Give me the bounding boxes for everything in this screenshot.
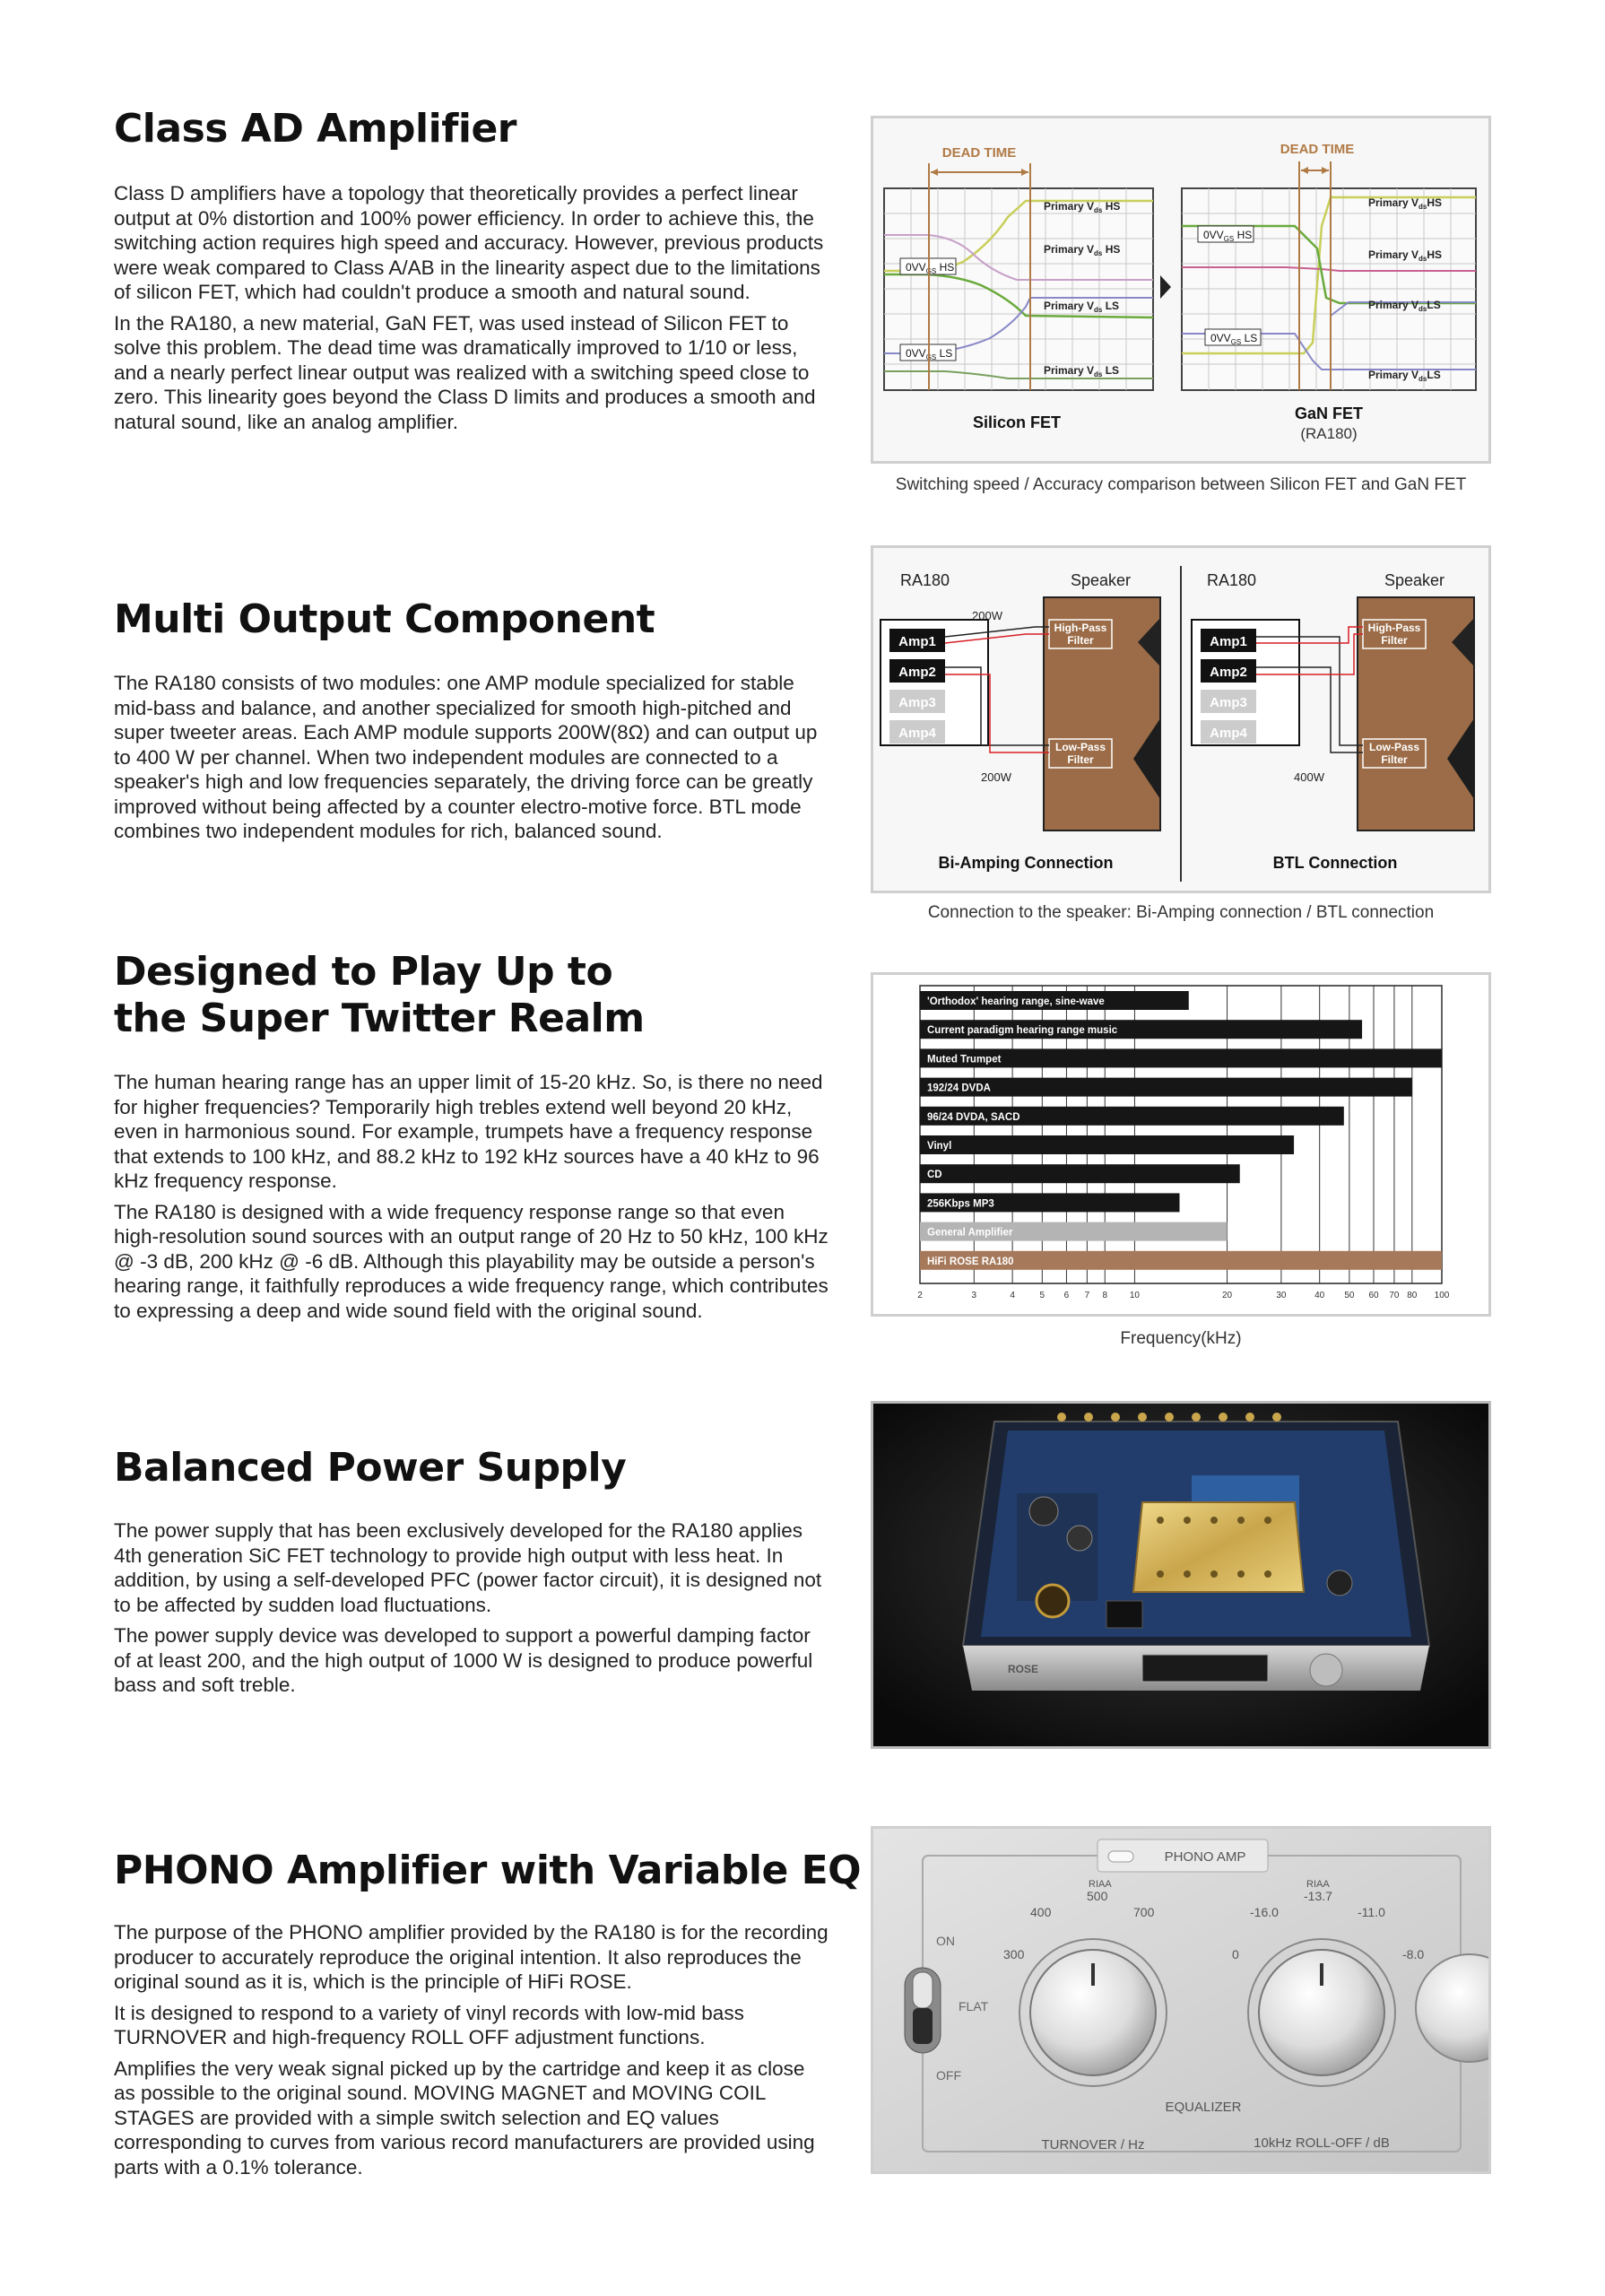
x-tick-label: 30 bbox=[1276, 1291, 1287, 1300]
equalizer-label: EQUALIZER bbox=[1165, 2100, 1242, 2115]
section-title-class-ad bbox=[114, 106, 516, 152]
paragraph: In the RA180, a new material, GaN FET, was used instead of Silicon FET to solve this problem. The dead time was dramatically improved to 1/10 or less, and a nearly perfect linear output was realized with a switching speed close to zero. This linearity goes beyond the Class D limits and produces a smooth and natural sound, like an analog amplifier. bbox=[114, 311, 816, 433]
chart-xlabel: Frequency(kHz) bbox=[1120, 1329, 1242, 1348]
lpf-label: Low-Pass bbox=[1368, 741, 1420, 753]
bar bbox=[920, 1078, 1412, 1097]
bar-label: 96/24 DVDA, SACD bbox=[927, 1111, 1020, 1123]
gan-fet-sublabel: (RA180) bbox=[1300, 425, 1358, 442]
switch-off-label: OFF bbox=[936, 2068, 961, 2083]
x-tick-label: 10 bbox=[1129, 1291, 1141, 1300]
x-tick-label: 2 bbox=[917, 1291, 923, 1300]
title-line: Designed to Play Up to bbox=[114, 949, 613, 995]
section-body-multi-output bbox=[114, 671, 831, 850]
phono-amp-title: PHONO AMP bbox=[1164, 1849, 1246, 1865]
riaa-label: RIAA bbox=[1089, 1879, 1112, 1890]
turnover-label: TURNOVER / Hz bbox=[1041, 2137, 1145, 2152]
bar-label: 'Orthodox' hearing range, sine-wave bbox=[927, 996, 1105, 1007]
figure-caption-fet: Switching speed / Accuracy comparison between Silicon FET and GaN FET bbox=[895, 475, 1467, 494]
dead-time-label: DEAD TIME bbox=[1280, 142, 1355, 157]
rolloff-knob[interactable] bbox=[1248, 1939, 1395, 2086]
section-title-phono bbox=[114, 1848, 861, 1894]
rolloff-16: -16.0 bbox=[1250, 1905, 1279, 1919]
x-tick-label: 5 bbox=[1039, 1291, 1045, 1300]
paragraph: The power supply device was developed to support a powerful damping factor of at least 200, and the high output of 1000 W is designed to produce powerful bass and soft treble. bbox=[114, 1624, 813, 1696]
title-line: PHONO Amplifier with Variable EQ bbox=[114, 1848, 862, 1893]
figure-frequency-chart bbox=[871, 972, 1491, 1317]
svg-text:0VVGS HS: $0VV_{GS}$ HS bbox=[906, 261, 955, 275]
svg-text:Primary VdsLS: Primary $V_{ds}LS$ bbox=[1368, 369, 1441, 383]
switch-flat-label: FLAT bbox=[959, 1999, 989, 2013]
paragraph: Amplifies the very weak signal picked up by the cartridge and keep it as close as possible to the original sound. MOVING MAGNET and MOVING COIL STAGES are provided with a simple switch selection and EQ values corresponding to curves from various record manufacturers are provided using parts with a 0.1% tolerance. bbox=[114, 2057, 815, 2179]
btl-title: BTL Connection bbox=[1272, 854, 1398, 872]
x-tick-label: 50 bbox=[1344, 1291, 1355, 1300]
gan-fet-label: GaN FET bbox=[1294, 404, 1364, 422]
svg-text:Primary VdsHS: Primary $V_{ds}HS$ bbox=[1368, 196, 1443, 211]
section-title-power-supply bbox=[114, 1445, 626, 1492]
x-tick-label: 3 bbox=[971, 1291, 977, 1300]
svg-text:Primary VdsHS: Primary $V_{ds}HS$ bbox=[1368, 248, 1443, 263]
bi-amping-diagram bbox=[881, 571, 1160, 872]
turnover-500: 500 bbox=[1087, 1889, 1108, 1903]
figure-speaker-connection bbox=[871, 545, 1491, 893]
section-body-phono bbox=[114, 1920, 831, 2186]
svg-text:Primary Vds HS: Primary $V_{ds}$ HS bbox=[1044, 200, 1121, 214]
x-tick-label: 80 bbox=[1407, 1291, 1418, 1300]
power-label: 200W bbox=[981, 770, 1011, 784]
x-tick-label: 20 bbox=[1221, 1291, 1233, 1300]
section-body-power-supply bbox=[114, 1518, 831, 1704]
bar bbox=[920, 1164, 1240, 1183]
figure-caption-connection: Connection to the speaker: Bi-Amping connection / BTL connection bbox=[927, 903, 1435, 922]
hpf-label: Filter bbox=[1067, 634, 1094, 647]
turnover-300: 300 bbox=[1003, 1947, 1025, 1961]
x-tick-label: 4 bbox=[1010, 1291, 1015, 1300]
amp3-label: Amp3 bbox=[1210, 695, 1247, 710]
dead-time-label: DEAD TIME bbox=[941, 145, 1017, 161]
paragraph: The power supply that has been exclusively developed for the RA180 applies 4th generation SiC FET technology to provide high output with less heat. In addition, by using a self-developed PFC (power factor circuit), it is designed not to be affected by sudden load fluctuations. bbox=[114, 1519, 822, 1616]
x-tick-label: 70 bbox=[1389, 1291, 1400, 1300]
svg-text:Primary Vds LS: Primary $V_{ds}$ LS bbox=[1044, 364, 1120, 378]
speaker-label: Speaker bbox=[1384, 571, 1445, 589]
bar-label: CD bbox=[927, 1170, 942, 1181]
svg-text:0VVGS LS: $0VV_{GS}$ LS bbox=[1210, 332, 1258, 346]
x-tick-label: 60 bbox=[1368, 1291, 1379, 1300]
ra180-label: RA180 bbox=[900, 571, 950, 589]
rolloff-11: -11.0 bbox=[1358, 1905, 1385, 1919]
svg-text:Primary Vds HS: Primary $V_{ds}$ HS bbox=[1044, 243, 1121, 257]
fet-waveform-diagram bbox=[873, 118, 1488, 461]
power-label: 200W bbox=[972, 609, 1002, 622]
bar-label: 192/24 DVDA bbox=[927, 1083, 991, 1094]
lpf-label: Filter bbox=[1067, 753, 1094, 766]
turnover-400: 400 bbox=[1030, 1905, 1052, 1919]
paragraph: The purpose of the PHONO amplifier provided by the RA180 is for the recording producer to accurately reproduce the original intention. It also reproduces the original sound as it is, which is the principle of HiFi ROSE. bbox=[114, 1921, 829, 1993]
title-line: Balanced Power Supply bbox=[114, 1445, 627, 1491]
figure-fet-comparison bbox=[871, 116, 1491, 464]
paragraph: The human hearing range has an upper limit of 15-20 kHz. So, is there no need for higher frequencies? Temporarily high trebles extend well beyond 20 kHz, even in harmonious sound. For example, trumpets have a frequency response that extends to 100 kHz, and 88.2 kHz to 192 kHz sources have a 40 kHz to 96 kHz frequency response. bbox=[114, 1071, 823, 1192]
hpf-label: High-Pass bbox=[1367, 622, 1421, 634]
bar-label: General Amplifier bbox=[927, 1227, 1013, 1239]
title-line: the Super Twitter Realm bbox=[114, 996, 645, 1041]
amp2-label: Amp2 bbox=[898, 665, 936, 680]
bi-amping-title: Bi-Amping Connection bbox=[938, 854, 1114, 872]
frequency-range-chart bbox=[873, 975, 1488, 1314]
paragraph: The RA180 is designed with a wide frequency response range so that even high-resolution sound sources with an output range of 20 Hz to 50 kHz, 100 kHz @ -3 dB, 200 kHz @ -6 dB. Although this playability may be outside a person's hearing range, it faithfully reproduces a wide frequency range, which contributes to expressing a deep and wide sound field with the original sound. bbox=[114, 1200, 829, 1322]
rolloff-0: 0 bbox=[1232, 1947, 1239, 1961]
switch-on-label: ON bbox=[936, 1934, 955, 1948]
svg-text:Primary VdsLS: Primary $V_{ds}LS$ bbox=[1368, 299, 1441, 313]
section-title-super-twitter bbox=[114, 949, 645, 1042]
rolloff-137: -13.7 bbox=[1304, 1889, 1332, 1903]
silicon-fet-scope bbox=[884, 145, 1153, 390]
x-tick-label: 40 bbox=[1314, 1291, 1325, 1300]
figure-phono-panel bbox=[871, 1826, 1491, 2174]
amp1-label: Amp1 bbox=[898, 634, 936, 649]
btl-diagram bbox=[1192, 571, 1474, 872]
bar bbox=[920, 1135, 1294, 1154]
arrow-right-icon bbox=[1160, 275, 1171, 299]
phono-amp-panel bbox=[873, 1829, 1488, 2171]
rolloff-label: 10kHz ROLL-OFF / dB bbox=[1254, 2135, 1390, 2151]
mm-mc-switch[interactable] bbox=[905, 1968, 941, 2053]
bar-label: 256Kbps MP3 bbox=[927, 1198, 994, 1210]
paragraph: The RA180 consists of two modules: one AMP module specialized for stable mid-bass and balance, and another specialized for smooth high-pitched and super tweeter areas. Each AMP module supports 200W(8Ω) and can output up to 400 W per channel. When two independent modules are connected to a speaker's high and low frequencies separately, the driving force can be greatly improved without being affected by a counter electro-motive force. BTL mode combines two independent modules for rich, balanced sound. bbox=[114, 672, 818, 842]
svg-text:0VVGS LS: $0VV_{GS}$ LS bbox=[906, 347, 953, 361]
svg-text:0VVGS HS: $0VV_{GS}$ HS bbox=[1203, 229, 1253, 243]
bar-label: HiFi ROSE RA180 bbox=[927, 1256, 1014, 1267]
hpf-label: High-Pass bbox=[1054, 622, 1107, 634]
lpf-label: Filter bbox=[1381, 753, 1408, 766]
bar-label: Muted Trumpet bbox=[927, 1054, 1002, 1065]
connection-diagram bbox=[873, 548, 1488, 891]
bar-label: Vinyl bbox=[927, 1141, 952, 1152]
title-line: Class AD Amplifier bbox=[114, 106, 516, 152]
svg-text:Primary Vds LS: Primary $V_{ds}$ LS bbox=[1044, 300, 1120, 314]
paragraph: Class D amplifiers have a topology that theoretically provides a perfect linear output at 0% distortion and 100% power efficiency. In order to achieve this, the switching action requires high speed and accuracy. However, previous products were weak compared to Class A/AB in the linearity aspect due to the limitations of silicon FET, which had couldn't produce a smooth and natural sound. bbox=[114, 182, 824, 303]
power-label: 400W bbox=[1294, 770, 1324, 784]
hpf-label: Filter bbox=[1381, 634, 1408, 647]
brand-label: ROSE bbox=[1008, 1663, 1039, 1675]
amp3-label: Amp3 bbox=[898, 695, 936, 710]
turnover-700: 700 bbox=[1133, 1905, 1155, 1919]
amp4-label: Amp4 bbox=[898, 726, 936, 741]
x-tick-label: 8 bbox=[1102, 1291, 1108, 1300]
figure-power-supply-photo bbox=[871, 1401, 1491, 1749]
section-body-class-ad bbox=[114, 181, 831, 440]
paragraph: It is designed to respond to a variety of vinyl records with low-mid bass TURNOVER and high-frequency ROLL OFF adjustment functions. bbox=[114, 2001, 744, 2048]
x-tick-label: 7 bbox=[1084, 1291, 1090, 1300]
lpf-label: Low-Pass bbox=[1054, 741, 1106, 753]
x-tick-label: 6 bbox=[1063, 1291, 1070, 1300]
speaker-label: Speaker bbox=[1071, 571, 1132, 589]
amp2-label: Amp2 bbox=[1210, 665, 1247, 680]
riaa-label: RIAA bbox=[1306, 1879, 1330, 1890]
title-line: Multi Output Component bbox=[114, 596, 655, 642]
x-tick-label: 100 bbox=[1434, 1291, 1450, 1300]
amp4-label: Amp4 bbox=[1210, 726, 1247, 741]
gan-fet-scope bbox=[1182, 142, 1476, 390]
turnover-knob[interactable] bbox=[1019, 1939, 1167, 2086]
amp1-label: Amp1 bbox=[1210, 634, 1247, 649]
ra180-label: RA180 bbox=[1207, 571, 1257, 589]
silicon-fet-label: Silicon FET bbox=[972, 413, 1062, 431]
section-title-multi-output bbox=[114, 596, 655, 643]
section-body-super-twitter bbox=[114, 1070, 831, 1329]
amplifier-internal-photo bbox=[873, 1404, 1488, 1746]
bar-label: Current paradigm hearing range music bbox=[927, 1025, 1118, 1037]
rolloff-8: -8.0 bbox=[1402, 1947, 1425, 1961]
